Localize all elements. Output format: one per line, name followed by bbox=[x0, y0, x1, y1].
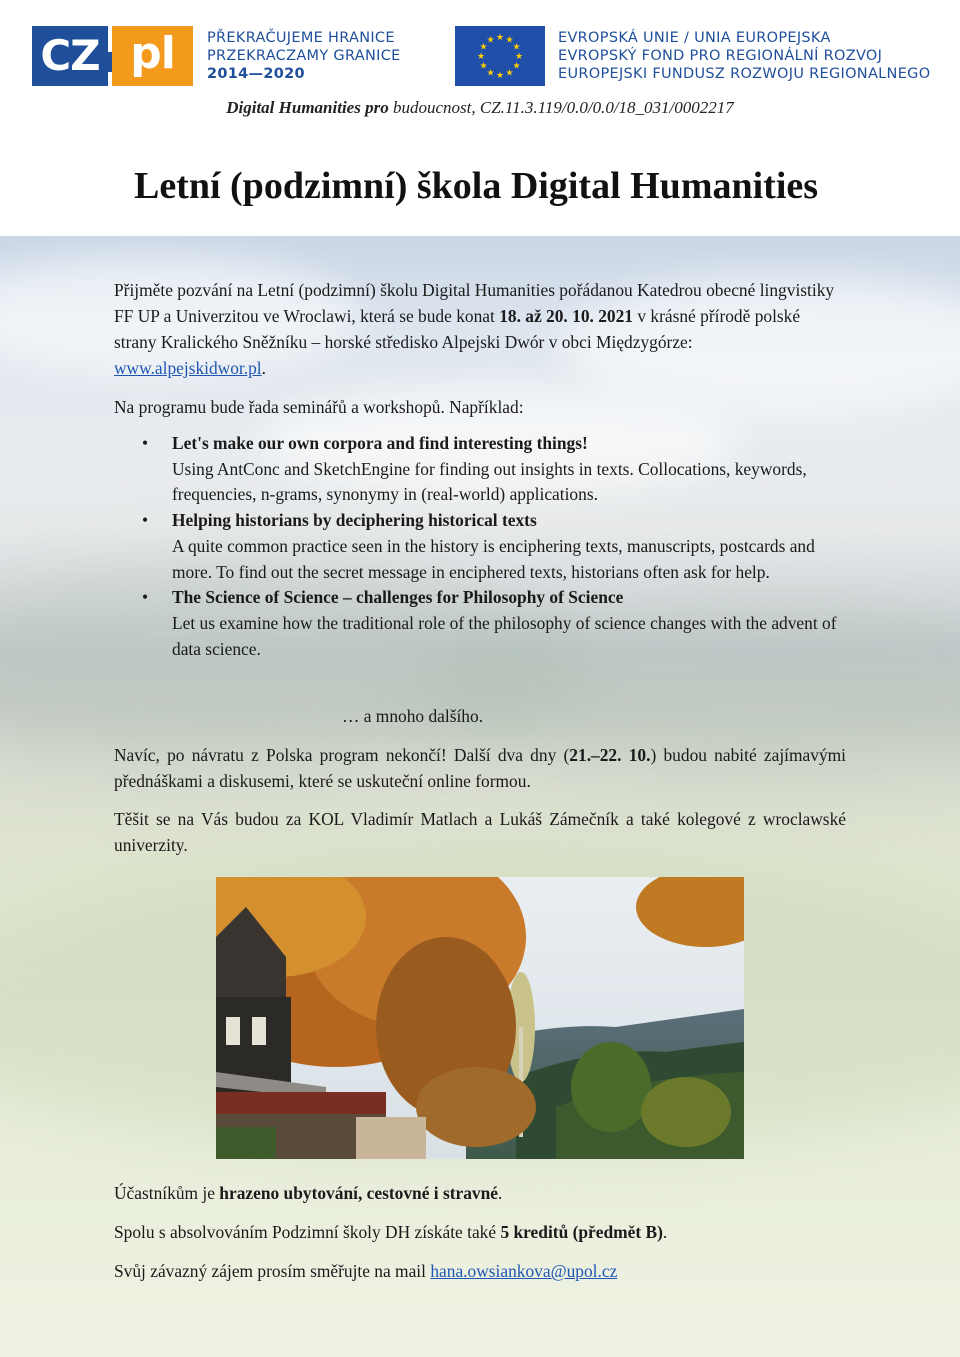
bullet-icon: • bbox=[142, 587, 149, 608]
credits-amount: 5 kreditů (předmět B) bbox=[500, 1222, 663, 1242]
czpl-logo bbox=[32, 26, 193, 86]
eu-star-icon: ★ bbox=[476, 52, 486, 62]
workshop-description: A quite common practice seen in the history is enciphering texts, manuscripts, postcards and more. To find out the secret message in enciphered texts, historians often ask for help. bbox=[172, 535, 815, 582]
bullet-icon: • bbox=[142, 433, 149, 453]
czpl-line-cz: PŘEKRAČUJEME HRANICE bbox=[207, 30, 395, 46]
program-intro: Na programu bude řada seminářů a workshopů. Například: bbox=[114, 397, 524, 417]
intro-paragraph: Přijměte pozvání na Letní (podzimní) školu Digital Humanities pořádanou Katedrou obecné lingvistiky FF UP a Univerzitou ve Wroclawi, která se bude konat 18. až 20. 10. 2021 v krásné přírodě polské strany Kralického Sněžníku – horské středisko Alpejski Dwór v obci Międzygórze: www.alpejskidwor.pl. bbox=[114, 280, 835, 378]
workshop-title: Let's make our own corpora and find interesting things! bbox=[172, 433, 588, 453]
workshop-description: Using AntConc and SketchEngine for finding out insights in texts. Collocations, keywords, frequencies, n-grams, synonymy in (real-world) applications. bbox=[172, 458, 807, 505]
more-note: … a mnoho dalšího. bbox=[342, 706, 484, 726]
workshop-description: Let us examine how the traditional role of the philosophy of science changes with the advent of data science. bbox=[172, 612, 837, 659]
eu-star-icon: ★ bbox=[479, 61, 488, 72]
czpl-logo-cz: CZ bbox=[32, 26, 108, 86]
credits-note: Spolu s absolvováním Podzimní školy DH získáte také 5 kreditů (předmět B). bbox=[114, 1222, 668, 1242]
team-paragraph: Těšit se na Vás budou za KOL Vladimír Matlach a Lukáš Zámečník a také kolegové z wroclawské univerzity. bbox=[114, 809, 846, 855]
eu-star-icon: ★ bbox=[505, 35, 514, 46]
eu-flag-icon bbox=[455, 26, 545, 86]
eu-line-3: EUROPEJSKI FUNDUSZ ROZWOJU REGIONALNEGO bbox=[558, 66, 931, 82]
venue-link[interactable]: www.alpejskidwor.pl bbox=[114, 358, 262, 378]
czpl-program-text bbox=[207, 29, 401, 83]
project-name-bold: Digital Humanities pro bbox=[226, 98, 389, 117]
eu-star-icon: ★ bbox=[495, 71, 505, 81]
project-identifier bbox=[0, 98, 960, 118]
list-item bbox=[114, 508, 846, 585]
list-item bbox=[114, 585, 846, 662]
workshop-title: Helping historians by deciphering historical texts bbox=[172, 510, 537, 531]
eu-star-icon: ★ bbox=[512, 61, 521, 72]
online-paragraph: Navíc, po návratu z Polska program nekončí! Další dva dny (21.–22. 10.) budou nabité zajímavými přednáškami a diskusemi, které se uskuteční online formou. bbox=[114, 745, 847, 791]
online-dates: 21.–22. 10. bbox=[569, 745, 651, 765]
page-title: Letní (podzimní) škola Digital Humanities bbox=[133, 165, 819, 207]
workshop-list bbox=[114, 431, 846, 662]
czpl-line-pl: PRZEKRACZAMY GRANICE bbox=[207, 48, 401, 64]
workshop-title: The Science of Science – challenges for Philosophy of Science bbox=[172, 587, 624, 608]
event-dates: 18. až 20. 10. 2021 bbox=[499, 306, 633, 326]
czpl-logo-pl: pl bbox=[112, 26, 193, 86]
eu-star-icon: ★ bbox=[514, 52, 524, 62]
czpl-line-years: 2014—2020 bbox=[207, 66, 305, 82]
bullet-icon: • bbox=[142, 510, 149, 531]
page-header bbox=[0, 0, 960, 236]
eu-star-icon: ★ bbox=[486, 35, 495, 46]
contact-note: Svůj závazný zájem prosím směřujte na mail hana.owsiankova@upol.cz bbox=[114, 1261, 618, 1281]
contact-email-link[interactable]: hana.owsiankova@upol.cz bbox=[430, 1261, 618, 1281]
eu-line-1: EVROPSKÁ UNIE / UNIA EUROPEJSKA bbox=[558, 30, 831, 46]
eu-star-icon: ★ bbox=[512, 42, 521, 53]
eu-star-icon: ★ bbox=[495, 33, 505, 43]
eu-star-icon: ★ bbox=[486, 68, 495, 79]
covered-costs: hrazeno ubytování, cestovné i stravné bbox=[219, 1183, 499, 1203]
funding-note: Účastníkům je hrazeno ubytování, cestovné i stravné. bbox=[114, 1183, 503, 1203]
autumn-landscape-photo bbox=[216, 877, 744, 1159]
project-code: budoucnost, CZ.11.3.119/0.0/0.0/18_031/0002217 bbox=[388, 98, 734, 117]
list-item bbox=[114, 431, 846, 508]
eu-line-2: EVROPSKÝ FOND PRO REGIONÁLNÍ ROZVOJ bbox=[558, 48, 883, 64]
eu-star-icon: ★ bbox=[505, 68, 514, 79]
eu-fund-text bbox=[558, 29, 930, 83]
eu-star-icon: ★ bbox=[479, 42, 488, 53]
